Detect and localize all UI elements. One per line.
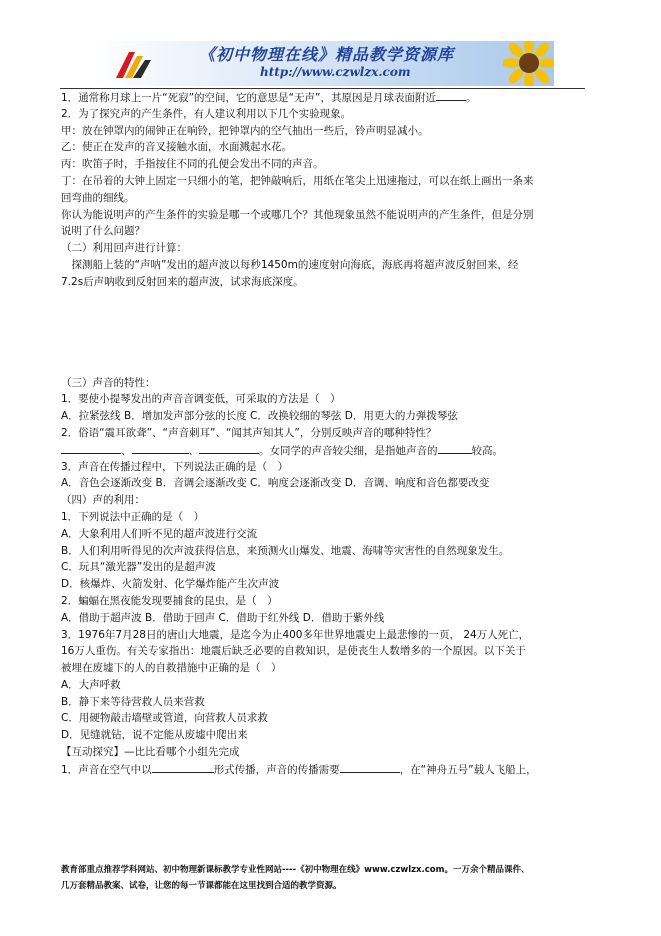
text-line: 1．通常称月球上一片“死寂”的空间，它的意思是“无声”，其原因是月球表面附近 。 [61,89,586,106]
section-heading: （四）声的利用： [61,494,145,507]
answer-blank [61,442,121,454]
text-line: 3．1976年7月28日的唐山大地震，是迄今为止400多年世界地震史上最悲惨的一页， 24万人死亡， [61,628,530,641]
answer-blank [436,89,466,101]
sunflower-icon [503,41,554,86]
section-heading: 【互动探究】—比比看哪个小组先完成 [61,746,240,759]
blank-space [61,324,586,341]
banner-url: http://www.czwlzx.com [260,65,411,79]
text-line: 探测船上装的“声呐”发出的超声波以每秒1450m的速度射向海底，海底再将超声波反射回来，经 [61,258,519,271]
text-line: 、 、 。女同学的声音较尖细，是指她声音的 较高。 [61,442,586,459]
header-banner [93,41,554,86]
text-line: 1．要使小提琴发出的声音音调变低，可采取的方法是（ ） [61,393,341,406]
text-line: 甲：放在钟罩内的闹钟正在响铃，把钟罩内的空气抽出一些后，铃声明显减小。 [61,124,429,137]
text-line: C．用硬物敲击墙壁或管道，向营救人员求救 [61,712,268,725]
page-footer [61,862,601,894]
text-line: A．大象利用人们听不见的超声波进行交流 [61,527,258,540]
text-line: 2．俗语“震耳欲聋”、“声音刺耳”、“闻其声知其人”，分别反映声音的哪种特性？ [61,426,437,439]
text-line: D．核爆炸、火箭发射、化学爆炸能产生次声波 [61,578,280,591]
text-line: 16万人重伤。有关专家指出：地震后缺乏必要的自救知识，是使丧生人数增多的一个原因。以下关于 [61,645,526,658]
text-line: 乙：使正在发声的音叉接触水面，水面溅起水花。 [61,141,292,154]
answer-blank [132,442,189,454]
text-line: 3．声音在传播过程中，下列说法正确的是（ ） [61,460,289,473]
banner-title: 《初中物理在线》精品教学资源库 [199,45,455,64]
text-line: 说明了什么问题？ [61,225,145,238]
answer-blank [199,442,259,454]
text-line: B．静下来等待营救人员来营救 [61,695,205,708]
document-body [61,89,586,778]
site-logo-icon [113,46,153,82]
answer-blank [152,761,214,773]
answer-blank [438,442,472,454]
section-heading: （三）声音的特性： [61,376,156,389]
text-line: 你认为能说明声的产生条件的实验是哪一个或哪几个？其他现象虽然不能说明声的产生条件，但是分别 [61,208,534,221]
text-line: 7.2s后声呐收到反射回来的超声波，试求海底深度。 [61,275,304,288]
blank-space [61,358,586,375]
text-line: 丁：在吊着的大钟上固定一只细小的笔，把钟敲响后，用纸在笔尖上迅速拖过，可以在纸上画出一条来 [61,174,534,187]
text-line: 1．声音在空气中以 形式传播，声音的传播需要 ，在“神舟五号”载人飞船上， [61,761,586,778]
text-line: A．借助于超声波 B．借助于回声 C．借助于红外线 D．借助于紫外线 [61,611,385,624]
text-line: B．人们利用听得见的次声波获得信息，来预测火山爆发、地震、海啸等灾害性的自然现象发生。 [61,544,510,557]
text-line: 丙：吹笛子时，手指按住不同的孔便会发出不同的声音。 [61,158,324,171]
text-line: 被埋在废墟下的人的自救措施中正确的是（ ） [61,662,282,675]
answer-blank [340,761,400,773]
text-line: 回弯曲的细线。 [61,191,135,204]
blank-space [61,307,586,324]
section-heading: （二）利用回声进行计算： [61,242,187,255]
text-line: A．音色会逐渐改变 B．音调会逐渐改变 C．响度会逐渐改变 D．音调、响度和音色都要改变 [61,477,490,490]
text-line: 1．下列说法中正确的是（ ） [61,510,205,523]
blank-space [61,341,586,358]
footer-line: 几万套精品教案、试卷，让您的每一节课都能在这里找到合适的教学资源。 [61,881,342,891]
text-line: A．大声呼救 [61,678,121,691]
text-line: A．拉紧弦线 B．增加发声部分弦的长度 C．改换较细的琴弦 D．用更大的力弹拨琴弦 [61,410,458,423]
text-line: 2．蝙蝠在黑夜能发现要捕食的昆虫，是（ ） [61,594,278,607]
blank-space [61,291,586,308]
text-line: 2．为了探究声的产生条件，有人建议利用以下几个实验现象。 [61,107,352,120]
text-line: D．见缝就钻，说不定能从废墟中爬出来 [61,729,248,742]
footer-line: 教育部重点推荐学科网站、初中物理新课标教学专业性网站----《初中物理在线》www.czwlzx.com。一万余个精品课件、 [61,865,530,875]
text-line: C．玩具“激光器”发出的是超声波 [61,561,216,574]
